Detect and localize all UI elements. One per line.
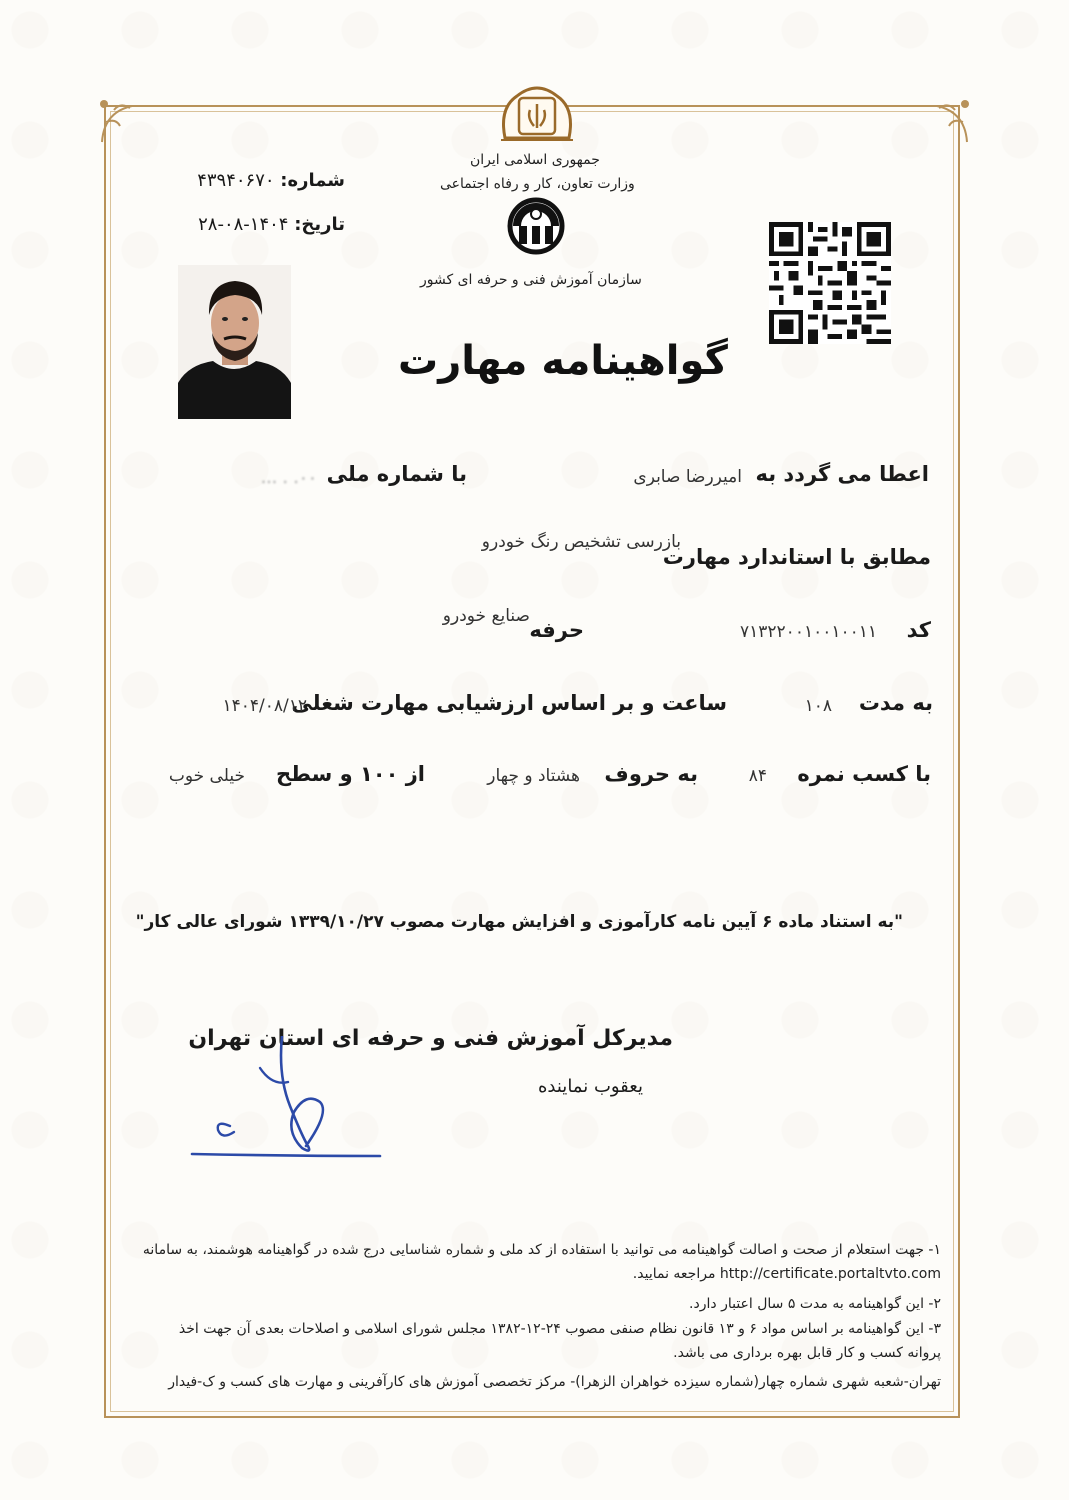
number-value: ۴۳۹۴۰۶۷۰ (197, 170, 275, 191)
in-letters-value: هشتاد و چهار (487, 766, 580, 786)
certificate-title: گواهینامه مهارت (398, 338, 728, 384)
number-label: شماره: (280, 170, 345, 191)
tvto-logo-icon (497, 196, 575, 256)
note-2: ۲- این گواهینامه به مدت ۵ سال اعتبار دارد. (689, 1296, 941, 1312)
national-id-label: با شماره ملی (326, 462, 467, 486)
code-label: کد (906, 618, 931, 642)
profession-value: صنایع خودرو (442, 606, 530, 626)
score-value: ۸۴ (748, 766, 767, 786)
skill-standard-value: بازرسی تشخیص رنگ خودرو (481, 532, 681, 552)
date-value: ۱۴۰۴-۰۸-۲۸ (198, 214, 289, 235)
qr-code (768, 222, 892, 344)
signatory-title: مدیرکل آموزش فنی و حرفه ای استان تهران (188, 1026, 673, 1051)
iran-emblem-icon (497, 78, 577, 146)
note-3: ۳- این گواهینامه بر اساس مواد ۶ و ۱۳ قانون نظام صنفی مصوب ۲۴-۱۲-۱۳۸۲ مجلس شورای اسلامی و اصلاحات بعدی آن جهت اخذ پروانه کسب و کار قابل بهره برداری می باشد. (178, 1321, 941, 1361)
signatory-name: یعقوب نماینده (538, 1076, 643, 1097)
score-label: با کسب نمره (797, 762, 931, 786)
note-branch: تهران-شعبه شهری شماره چهار(شماره سیزده خواهران الزهرا)- مرکز تخصصی آموزش های کارآفرینی و مهارت های کسب و ک-فیدار (168, 1374, 941, 1390)
country-name: جمهوری اسلامی ایران (470, 152, 600, 168)
awarded-to-label: اعطا می گردد به (755, 462, 929, 486)
corner-ornament-top-left (92, 92, 152, 152)
awarded-to-value: امیررضا صابری (633, 467, 742, 487)
code-value: ۷۱۳۲۲۰۰۱۰۰۱۰۰۱۱ (740, 622, 877, 642)
note-1: ۱- جهت استعلام از صحت و اصالت گواهینامه می توانید با استفاده از کد ملی و شماره شناسایی درج شده در گواهینامه هوشمند، به سامانه http://certificate.portaltvto.com مراجعه نمایید. (142, 1242, 941, 1282)
in-letters-label: به حروف (604, 762, 698, 786)
signature-image (190, 1036, 390, 1166)
ministry-name: وزارت تعاون، کار و رفاه اجتماعی (440, 176, 635, 192)
level-value: خیلی خوب (168, 766, 245, 786)
assessment-label: ساعت و بر اساس ارزشیابی مهارت شغلی (291, 691, 727, 715)
assessment-date: ۱۴۰۴/۰۸/۱۲ (222, 696, 307, 716)
number-line (197, 170, 345, 191)
legal-basis: "به استناد ماده ۶ آیین نامه کارآموزی و افزایش مهارت مصوب ۱۳۳۹/۱۰/۲۷ شورای عالی کار" (135, 912, 903, 932)
duration-label: به مدت (858, 691, 933, 715)
holder-photo (178, 265, 291, 419)
date-label: تاریخ: (294, 214, 345, 235)
organization-name: سازمان آموزش فنی و حرفه ای کشور (420, 272, 642, 288)
corner-ornament-top-right (917, 92, 977, 152)
out-of-level-label: از ۱۰۰ و سطح (276, 762, 425, 786)
skill-standard-label: مطابق با استاندارد مهارت (662, 545, 931, 569)
date-line (198, 214, 345, 235)
profession-label: حرفه (529, 618, 584, 642)
national-id-value: ۰۰. . ... (260, 468, 317, 488)
duration-value: ۱۰۸ (804, 696, 832, 716)
